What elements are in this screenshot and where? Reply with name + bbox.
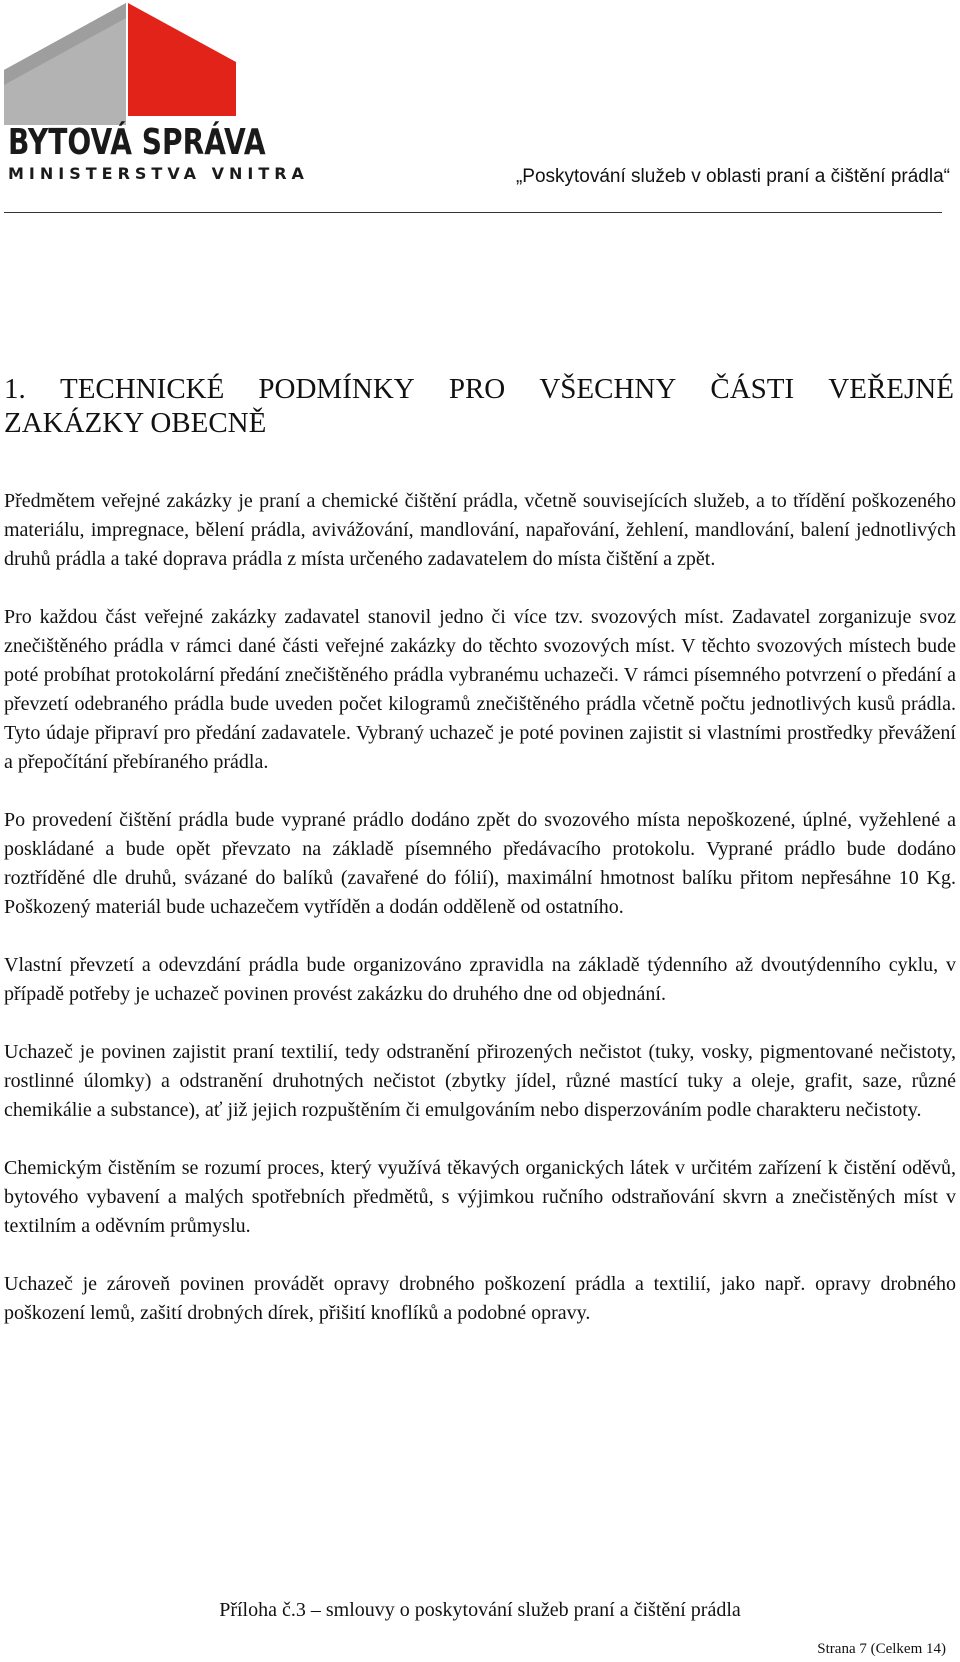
paragraph: Chemickým čistěním se rozumí proces, který využívá těkavých organických látek v určitém zařízení k čistění oděvů, bytového vybavení a malých spotřebních předmětů, s výjimkou ručního odstraňování skvrn a znečistěných míst v textilním a oděvním průmyslu. bbox=[4, 1157, 956, 1237]
heading-word: TECHNICKÉ bbox=[60, 373, 225, 405]
heading-word: PRO bbox=[448, 373, 506, 405]
logo bbox=[4, 0, 309, 190]
document-body bbox=[4, 487, 956, 1357]
paragraph: Předmětem veřejné zakázky je praní a chemické čištění prádla, včetně souvisejících služeb, a to třídění poškozeného materiálu, impregnace, bělení prádla, avivážování, mandlování, napařování, žehlení, mandlování, balení jednotlivých druhů prádla a také doprava prádla z místa určeného zadavatelem do místa čištění a zpět. bbox=[4, 490, 956, 570]
section-number: 1. bbox=[4, 373, 26, 405]
house-logo-icon bbox=[4, 0, 250, 125]
heading-word: VŠECHNY bbox=[539, 373, 677, 405]
footer-text: Příloha č.3 – smlouvy o poskytování služeb praní a čištění prádla bbox=[219, 1599, 741, 1621]
paragraph: Po provedení čištění prádla bude vyprané prádlo dodáno zpět do svozového místa nepoškozené, úplné, vyžehlené a poskládané a bude opět převzato na základě písemného předávacího protokolu. Vyprané prádlo bude dodáno roztříděné dle druhů, svázané do balíků (zavařené do fólií), maximální hmotnost balíku přitom nepřesáhne 10 Kg. Poškozený materiál bude uchazečem vytříděn a dodán odděleně od ostatního. bbox=[4, 809, 956, 918]
section-heading bbox=[4, 372, 954, 440]
header-title: „Poskytování služeb v oblasti praní a čištění prádla“ bbox=[515, 166, 950, 187]
paragraph: Uchazeč je povinen zajistit praní textilií, tedy odstranění přirozených nečistot (tuky, vosky, pigmentované nečistoty, rostlinné úlomky) a odstranění druhotných nečistot (zbytky jídel, různé mastící tuky a oleje, grafit, saze, různé chemikálie a substance), ať již jejich rozpuštěním či emulgováním nebo disperzováním podle charakteru nečistoty. bbox=[4, 1041, 956, 1121]
header-divider bbox=[4, 212, 942, 213]
logo-title: BYTOVÁ SPRÁVA bbox=[8, 122, 266, 163]
heading-word: ČÁSTI bbox=[710, 373, 795, 405]
heading-line-2: ZAKÁZKY OBECNĚ bbox=[4, 407, 267, 439]
paragraph: Uchazeč je zároveň povinen provádět opravy drobného poškození prádla a textilií, jako např. opravy drobného poškození lemů, zašití drobných dírek, přišití knoflíků a podobné opravy. bbox=[4, 1273, 956, 1324]
heading-word: VEŘEJNÉ bbox=[828, 373, 954, 405]
logo-subtitle: MINISTERSTVA VNITRA bbox=[8, 164, 309, 183]
paragraph: Vlastní převzetí a odevzdání prádla bude organizováno zpravidla na základě týdenního až dvoutýdenního cyklu, v případě potřeby je uchazeč povinen provést zakázku do druhého dne od objednání. bbox=[4, 954, 956, 1005]
heading-word: PODMÍNKY bbox=[258, 373, 415, 405]
page-number: Strana 7 (Celkem 14) bbox=[817, 1641, 946, 1657]
paragraph: Pro každou část veřejné zakázky zadavatel stanovil jedno či více tzv. svozových míst. Zadavatel zorganizuje svoz znečištěného prádla v rámci dané části veřejné zakázky do těchto svozových míst. V těchto svozových místech bude poté probíhat protokolární předání znečištěného prádla vybranému uchazeči. V rámci písemného potvrzení o předání a převzetí odebraného prádla bude uveden počet kilogramů znečištěného prádla včetně počtu jednotlivých kusů prádla. Tyto údaje připraví pro předání zadavatele. Vybraný uchazeč je poté povinen zajistit si vlastními prostředky převážení a přepočítání přebíraného prádla. bbox=[4, 606, 956, 773]
